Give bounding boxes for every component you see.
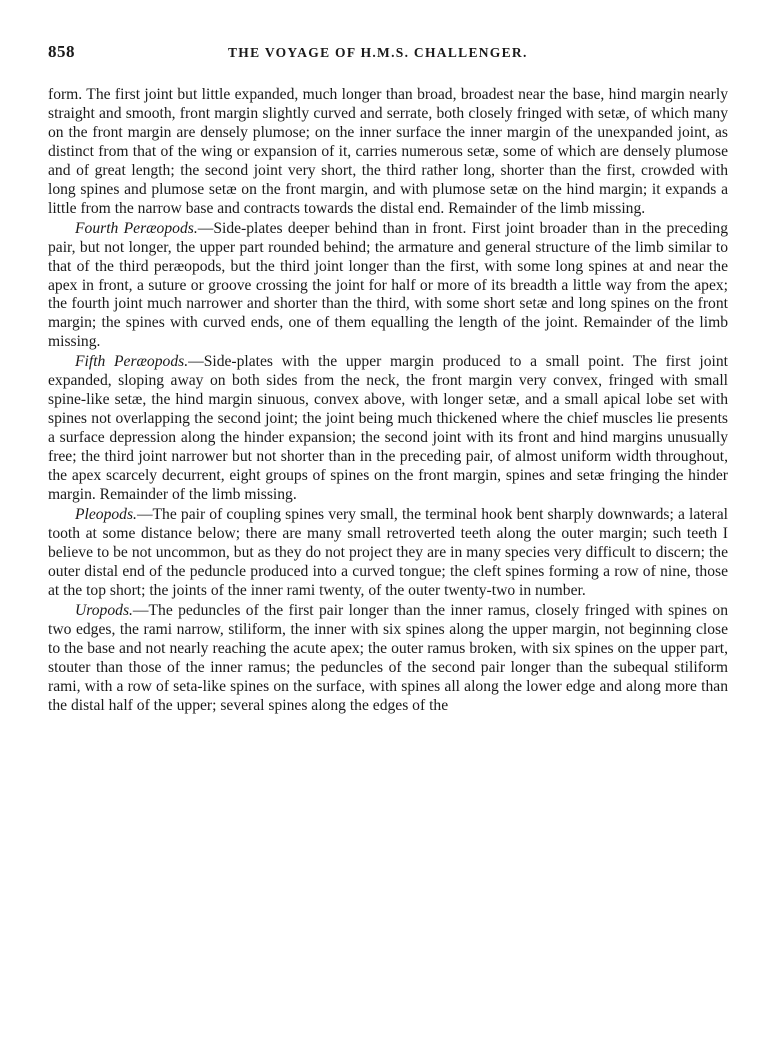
paragraph-fifth-peraeopods	[48, 353, 728, 505]
paragraph-text: —Side-plates deeper behind than in front. First joint broader than in the preceding pair, but not longer, the upper part rounded behind; the armature and general structure of the limb similar to that of the third peræopods, but the third joint longer than the first, with some long spines at and near the apex in front, a suture or groove crossing the joint for half or more of its breadth a little way from the apex; the fourth joint much narrower and shorter than the third, with some short setæ and long spines on the front margin; the spines with curved ends, one of them equalling the length of the joint. Remainder of the limb missing.	[48, 219, 728, 351]
paragraph-heading: Fifth Peræopods.	[75, 353, 189, 371]
paragraph-continuation	[48, 86, 728, 219]
page-number: 858	[48, 42, 75, 61]
paragraph-pleopods	[48, 506, 728, 601]
paragraph-heading: Fourth Peræopods.	[75, 219, 198, 237]
page-header	[48, 42, 728, 66]
running-title: THE VOYAGE OF H.M.S. CHALLENGER.	[228, 45, 528, 60]
paragraph-heading: Pleopods.	[75, 505, 137, 523]
paragraph-uropods	[48, 602, 728, 716]
paragraph-fourth-peraeopods	[48, 220, 728, 353]
paragraph-text: —The pair of coupling spines very small, the terminal hook bent sharply downwards; a lateral tooth at some distance below; there are many small retroverted teeth along the outer margin; such teeth I believe to be not uncommon, but as they do not project they are in many species very difficult to discern; the outer distal end of the peduncle produced into a curved tongue; the cleft spines forming a row of nine, those at the top short; the joints of the inner rami twenty, of the outer twenty-two in number.	[48, 505, 728, 599]
paragraph-text: form. The first joint but little expanded, much longer than broad, broadest near the base, hind margin nearly straight and smooth, front margin slightly curved and serrate, both closely fringed with setæ, of which many on the front margin are densely plumose; on the inner surface the inner margin of the unexpanded joint, as distinct from that of the wing or expansion of it, carries numerous setæ, some of which are densely plumose and of great length; the second joint very short, the third rather long, shorter than the first, crowded with long spines and plumose setæ on the front margin, and with plumose setæ on the hind margin; it expands a little from the narrow base and contracts towards the distal end. Remainder of the limb missing.	[48, 86, 728, 217]
paragraph-text: —Side-plates with the upper margin produced to a small point. The first joint expanded, sloping away on both sides from the neck, the front margin very convex, fringed with small spine-like setæ, the hind margin sinuous, convex above, with longer setæ, and a small apical lobe set with spines not overlapping the second joint; the joint being much thickened where the chief muscles lie presents a surface depression along the hinder expansion; the second joint with its front and hind margins unusually free; the third joint narrower but not shorter than in the preceding pair, of almost uniform width throughout, the apex scarcely decurrent, eight groups of spines on the front margin, spines and setæ fringing the hinder margin. Remainder of the limb missing.	[48, 353, 728, 504]
paragraph-text: —The peduncles of the first pair longer than the inner ramus, closely fringed with spines on two edges, the rami narrow, stiliform, the inner with six spines along the upper margin, not beginning close to the base and not nearly reaching the acute apex; the outer ramus broken, with six spines on the upper part, stouter than those of the inner ramus; the peduncles of the second pair longer than the subequal stiliform rami, with a row of seta-like spines on the surface, with spines all along the lower edge and along more than the distal half of the upper; several spines along the edges of the	[48, 601, 728, 714]
paragraph-heading: Uropods.	[75, 601, 133, 619]
body-text	[48, 86, 728, 716]
